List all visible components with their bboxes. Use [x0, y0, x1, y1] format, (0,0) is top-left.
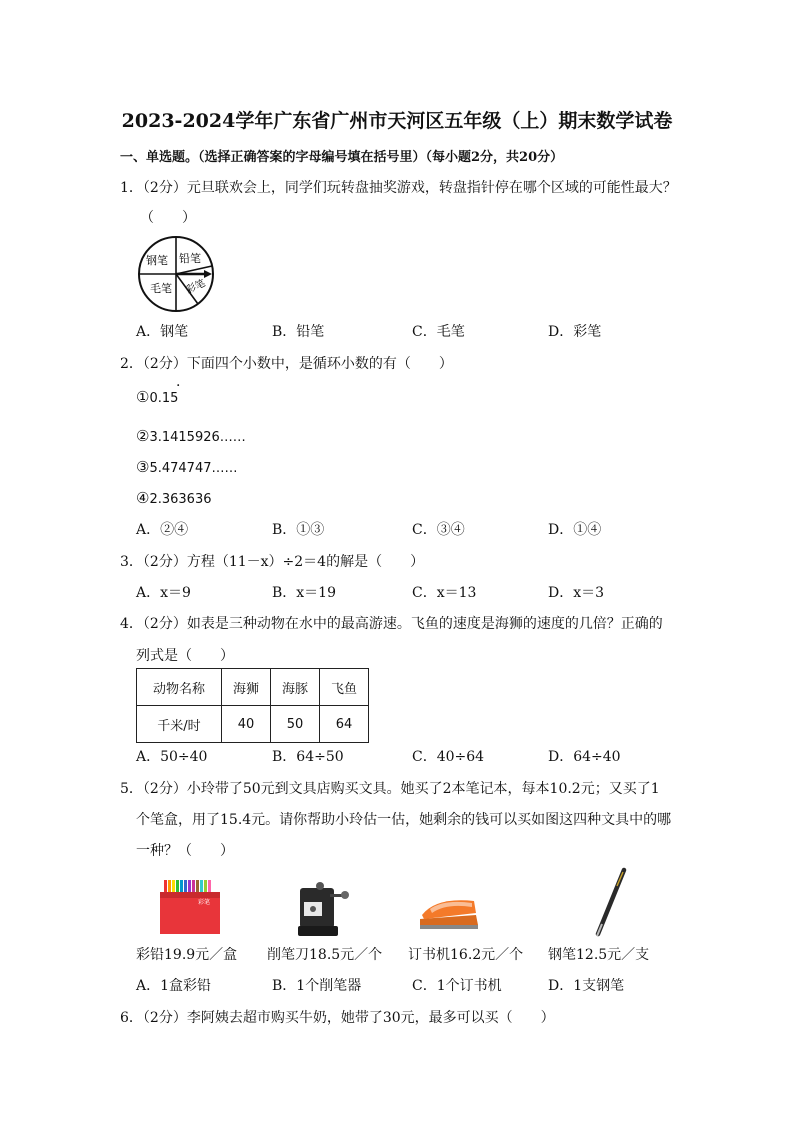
q2-item-3 [136, 457, 237, 476]
q4-option-a[interactable]: A．50÷40 [136, 749, 208, 765]
table-header-row [137, 669, 369, 706]
table-header-cell: 海豚 [271, 669, 320, 706]
table-row [137, 706, 369, 743]
question-4-stem-line2: 列式是（ ） [136, 648, 234, 664]
q4-option-b[interactable]: B．64÷50 [272, 749, 344, 765]
q5-option-d[interactable]: D．1支钢笔 [548, 978, 625, 994]
q3-option-a[interactable]: A．x＝9 [136, 585, 191, 601]
pen-image [590, 866, 630, 940]
table-cell: 64 [320, 706, 369, 743]
q4-option-d[interactable]: D．64÷40 [548, 749, 621, 765]
q5-option-a[interactable]: A．1盒彩铅 [136, 978, 212, 994]
q3-option-d[interactable]: D．x＝3 [548, 585, 605, 601]
q2-item-3-text: 5.474747…… [149, 461, 238, 476]
q2-option-a[interactable]: A．②④ [136, 522, 189, 538]
repeating-decimal-0-15: 0.15 [149, 391, 179, 406]
circled-number-3: ③ [136, 458, 150, 476]
wheel-label-caibi: 彩笔 [184, 277, 208, 297]
q4-option-c[interactable]: C．40÷64 [412, 749, 485, 765]
q1-option-c[interactable]: C．毛笔 [412, 324, 465, 340]
colored-pencils-price: 彩铅19.9元／盒 [136, 947, 238, 963]
wheel-label-gangbi: 钢笔 [146, 254, 168, 267]
q2-option-d[interactable]: D．①④ [548, 522, 602, 538]
table-header-cell: 动物名称 [137, 669, 222, 706]
circled-number-1: ① [136, 388, 150, 406]
q2-option-c[interactable]: C．③④ [412, 522, 465, 538]
q2-item-4 [136, 488, 211, 507]
spinner-wheel-diagram [136, 234, 216, 314]
circled-number-4: ④ [136, 489, 150, 507]
question-6-stem: 6．（2分）李阿姨去超市购买牛奶，她带了30元，最多可以买（ ） [120, 1010, 555, 1026]
wheel-label-maobi: 毛笔 [150, 282, 172, 295]
q1-option-b[interactable]: B．铅笔 [272, 324, 325, 340]
animal-speed-table [136, 668, 369, 743]
q2-option-b[interactable]: B．①③ [272, 522, 325, 538]
section-header: 一、单选题。（选择正确答案的字母编号填在括号里）（每小题2分，共20分） [120, 150, 564, 165]
sharpener-price: 削笔刀18.5元／个 [267, 947, 383, 963]
colored-pencils-image [158, 878, 224, 936]
question-1-stem: 1．（2分）元旦联欢会上，同学们玩转盘抽奖游戏，转盘指针停在哪个区域的可能性最大？ [120, 180, 677, 196]
repeat-dot-mark: · [176, 378, 181, 394]
q3-option-b[interactable]: B．x＝19 [272, 585, 336, 601]
q3-option-c[interactable]: C．x＝13 [412, 585, 477, 601]
table-cell: 千米/时 [137, 706, 222, 743]
q2-item-2-text: 3.1415926…… [149, 430, 246, 445]
table-header-cell: 海狮 [222, 669, 271, 706]
q2-item-4-text: 2.363636 [149, 492, 212, 507]
question-5-stem-line3: 一种？（ ） [136, 843, 234, 859]
page-title: 2023-2024学年广东省广州市天河区五年级（上）期末数学试卷 [121, 110, 673, 132]
q2-item-2 [136, 426, 246, 445]
pencil-sharpener-image [290, 878, 352, 938]
q2-item-1 [136, 387, 178, 406]
pen-price: 钢笔12.5元／支 [548, 947, 650, 963]
q1-option-a[interactable]: A．钢笔 [136, 324, 189, 340]
question-3-stem: 3．（2分）方程（11－x）÷2＝4的解是（ ） [120, 554, 425, 570]
circled-number-2: ② [136, 427, 150, 445]
table-cell: 40 [222, 706, 271, 743]
question-2-stem: 2．（2分）下面四个小数中，是循环小数的有（ ） [120, 356, 453, 372]
q5-option-c[interactable]: C．1个订书机 [412, 978, 502, 994]
table-cell: 50 [271, 706, 320, 743]
question-1-paren: （ ） [140, 210, 196, 226]
question-5-stem-line2: 个笔盒，用了15.4元。请你帮助小玲估一估，她剩余的钱可以买如图这四种文具中的哪 [136, 812, 672, 828]
question-4-stem-line1: 4．（2分）如表是三种动物在水中的最高游速。飞鱼的速度是海狮的速度的几倍？正确的 [120, 616, 663, 632]
question-5-stem-line1: 5．（2分）小玲带了50元到文具店购买文具。她买了2本笔记本，每本10.2元；又买了1 [120, 781, 660, 797]
q1-option-d[interactable]: D．彩笔 [548, 324, 602, 340]
pencil-box-label: 彩笔 [198, 899, 211, 906]
q5-option-b[interactable]: B．1个削笔器 [272, 978, 362, 994]
wheel-label-qianbi: 铅笔 [179, 252, 201, 265]
stapler-image [416, 885, 482, 935]
table-header-cell: 飞鱼 [320, 669, 369, 706]
stapler-price: 订书机16.2元／个 [408, 947, 524, 963]
